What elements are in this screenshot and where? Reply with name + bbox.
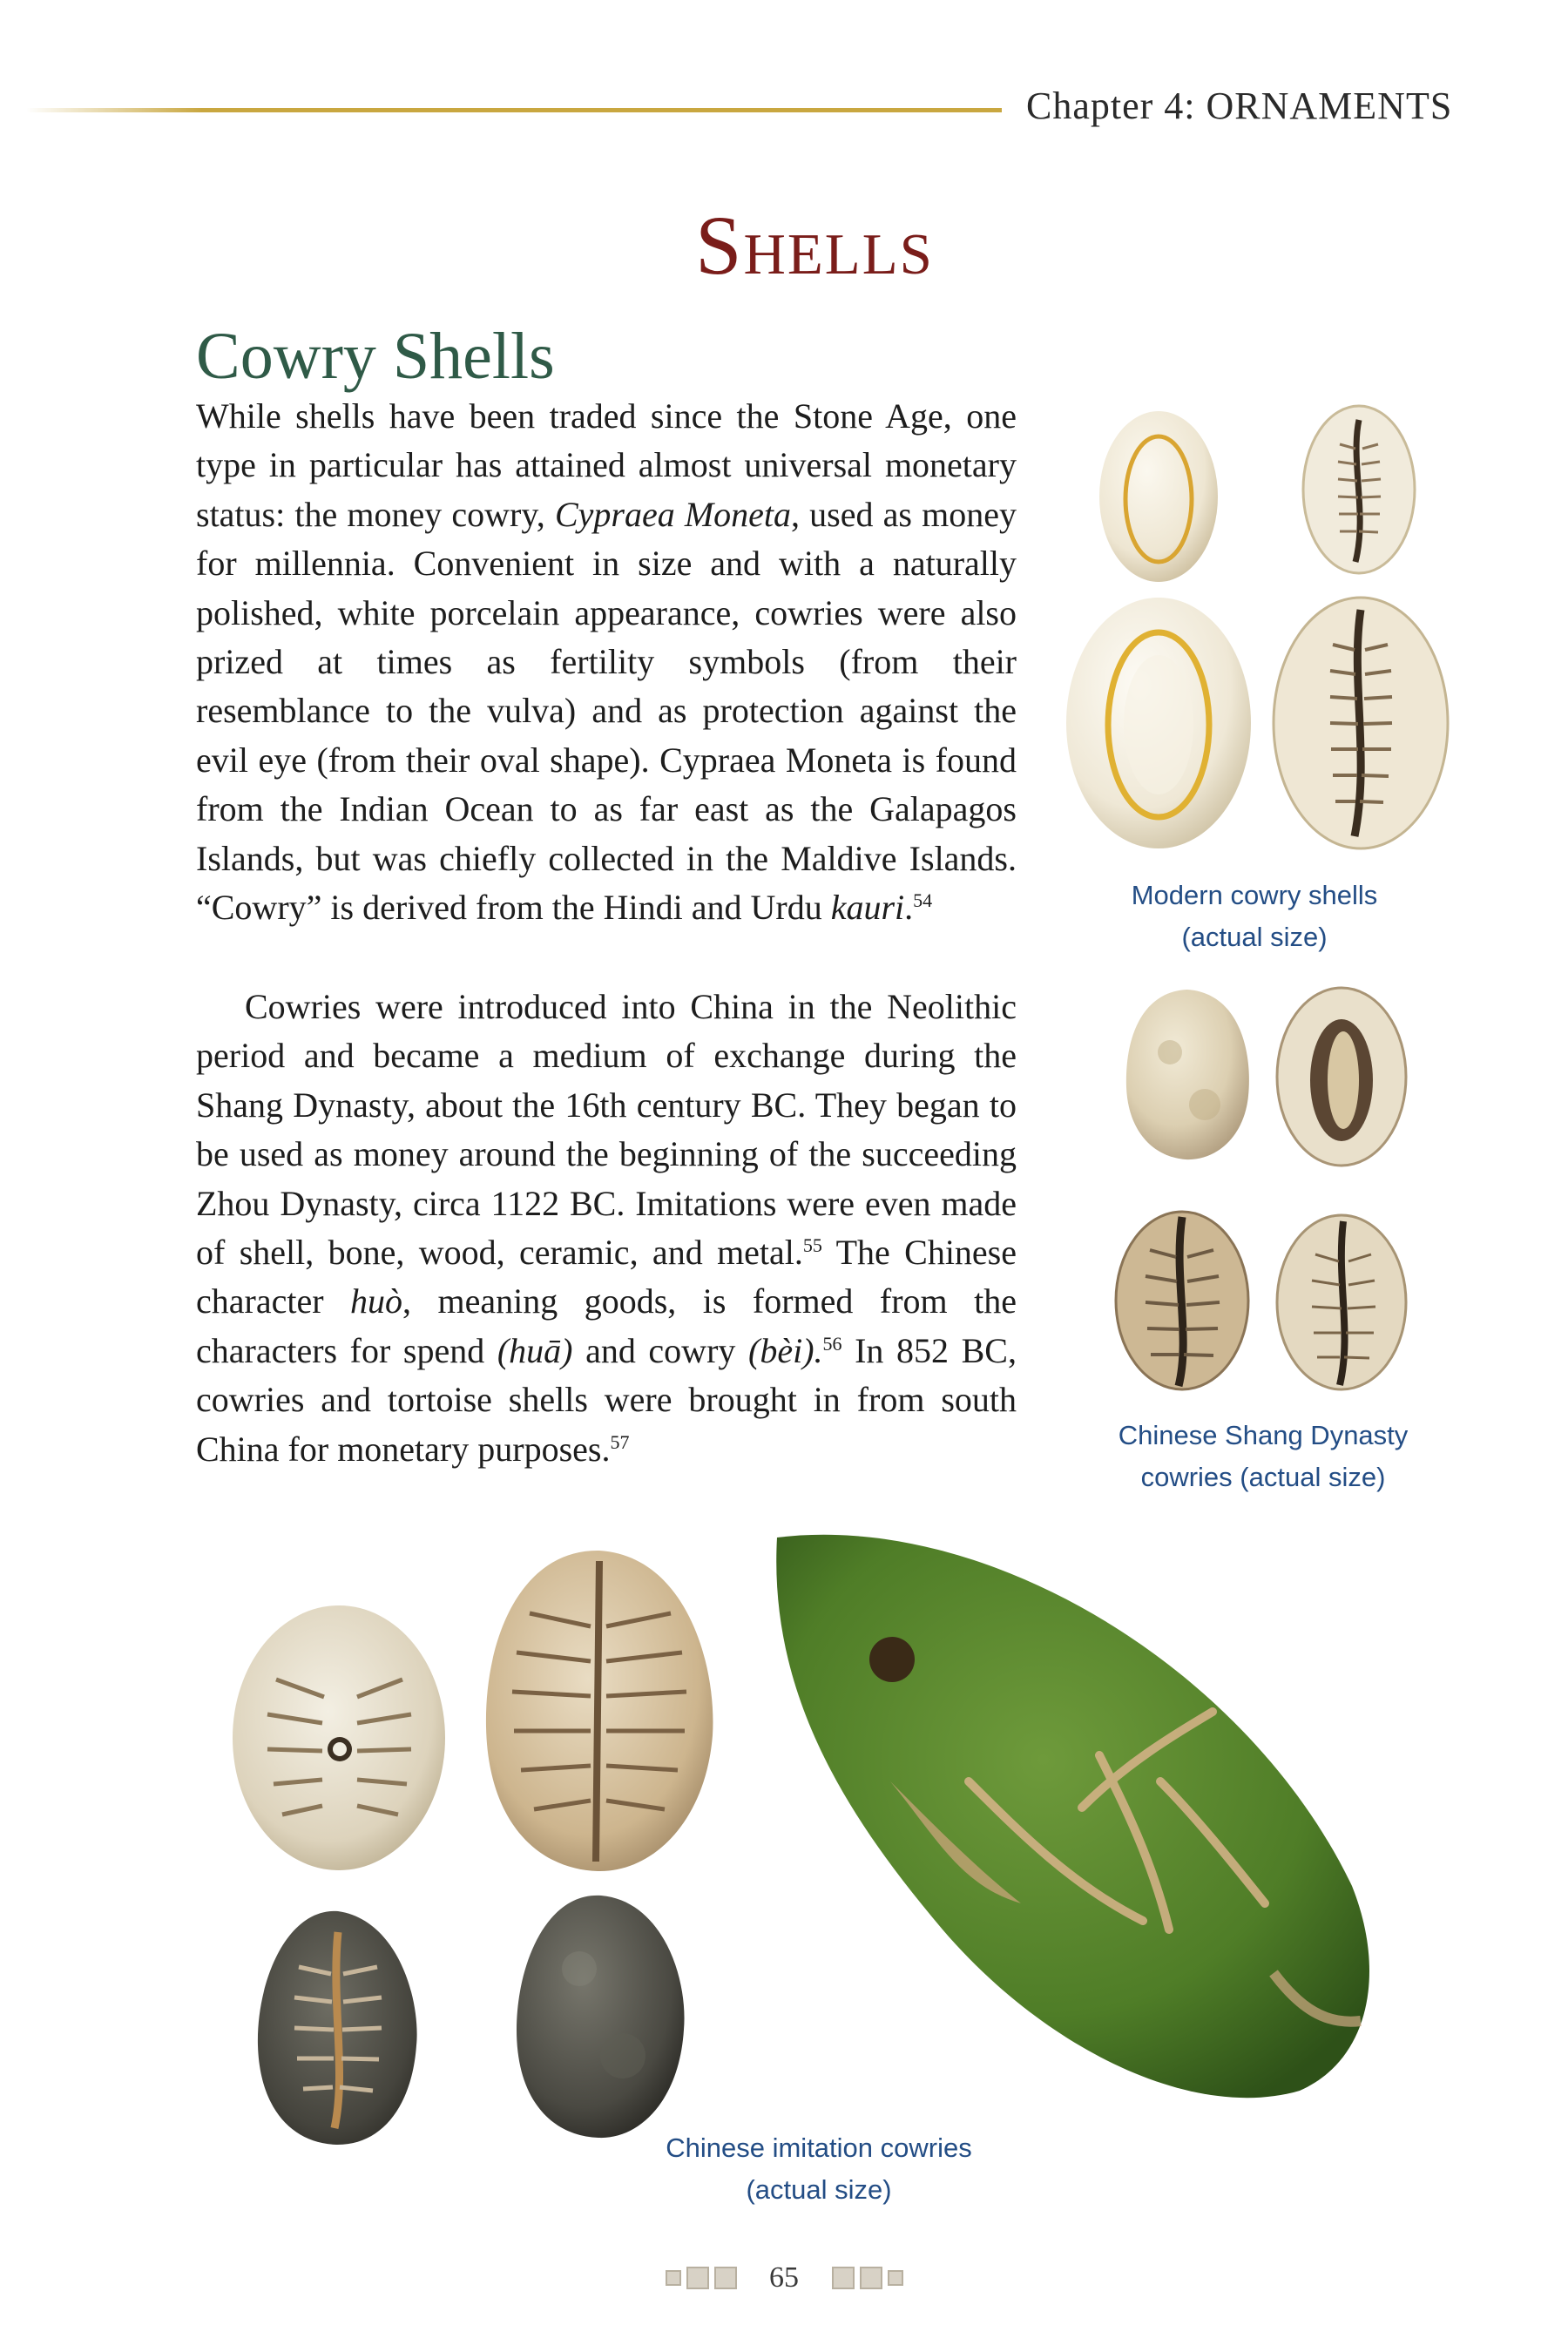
- paragraph-1-text: , used as money for millennia. Convenient in size and with a naturally polished, white porcelain appearance, cowries were also prized at times as fertility symbols (from their resemblance to the vulva) and as protection against the evil eye (from their oval shape). Cypraea Moneta is found from the Indian Ocean to as far east as the Galapagos Islands, but was chiefly collected in the Maldive Islands. “Cowry” is derived from the Hindi and Urdu: [196, 494, 1017, 928]
- page-number: 65: [769, 2261, 799, 2295]
- modern-cowry-front-large-image: [1267, 592, 1455, 854]
- caption-shang-cowry: Chinese Shang Dynasty cowries (actual size): [1118, 1420, 1409, 1492]
- term-kauri: kauri: [830, 888, 905, 928]
- shang-cowry-front-image: [1272, 983, 1411, 1170]
- footer-ornament-icon: [860, 2267, 882, 2289]
- chapter-label: Chapter 4: ORNAMENTS: [1026, 84, 1453, 127]
- footnote-ref-57: 57: [610, 1430, 630, 1453]
- paragraph-2-text: and cowry: [572, 1330, 748, 1370]
- term-bei: (bèi).: [748, 1330, 823, 1370]
- modern-cowry-front-small-image: [1298, 401, 1420, 579]
- footnote-ref-54: 54: [913, 889, 933, 912]
- footer-ornament-icon: [714, 2267, 737, 2289]
- paragraph-2-text: In 852 BC, cowries and tortoise shells were brought in from south China for monetary purposes.: [196, 1330, 1017, 1469]
- caption-modern-cowry: Modern cowry shells (actual size): [1131, 880, 1378, 952]
- page-footer: [0, 2260, 1568, 2295]
- subsection-title: Cowry Shells: [196, 320, 555, 393]
- imitation-carved-bone-cowry-image: [477, 1544, 721, 1879]
- header-rule: [26, 108, 1002, 112]
- caption-imitation-cowry: Chinese imitation cowries (actual size): [666, 2132, 972, 2205]
- footer-ornament-icon: [888, 2270, 903, 2286]
- paragraph-2-text: Cowries were introduced into China in the Neolithic period and became a medium of exchange during the Shang Dynasty, about the 16th century BC. They began to be used as money around the beginning of the succeeding Zhou Dynasty, circa 1122 BC. Imitations were even made of shell, bone, wood, ceramic, and metal.: [196, 987, 1017, 1273]
- shang-cowry-back-image: [1118, 983, 1257, 1166]
- imitation-dark-stone-cowry-image: [510, 1890, 693, 2143]
- footnote-ref-55: 55: [802, 1234, 822, 1257]
- term-huo: huò: [350, 1281, 403, 1321]
- footnote-ref-56: 56: [822, 1332, 842, 1355]
- species-name: Cypraea Moneta: [554, 494, 792, 534]
- imitation-dark-toothed-cowry-image: [251, 1906, 425, 2150]
- paragraph-1: [196, 392, 1017, 932]
- paragraph-1-text: While shells have been traded since the Stone Age, one type in particular has attained almost universal monetary status: the money cowry,: [196, 396, 1017, 534]
- footer-ornament-icon: [666, 2270, 681, 2286]
- section-title: Shells: [695, 199, 934, 292]
- term-hua: (huā): [497, 1330, 573, 1370]
- paragraph-2-text: The Chinese character: [196, 1233, 1017, 1321]
- modern-cowry-back-small-image: [1093, 405, 1224, 588]
- footer-ornament-icon: [832, 2267, 855, 2289]
- modern-cowry-back-large-image: [1061, 592, 1257, 854]
- shang-cowry-toothed-light-image: [1272, 1211, 1411, 1394]
- paragraph-2: [196, 983, 1017, 1474]
- imitation-bone-cowry-image: [228, 1601, 450, 1876]
- shang-cowry-toothed-image: [1111, 1206, 1254, 1394]
- footer-ornament-icon: [686, 2267, 709, 2289]
- paragraph-2-text: , meaning goods, is formed from the characters for spend: [196, 1281, 1017, 1370]
- paragraph-1-text: .: [904, 888, 914, 928]
- imitation-green-stone-cowry-image: [760, 1520, 1387, 2121]
